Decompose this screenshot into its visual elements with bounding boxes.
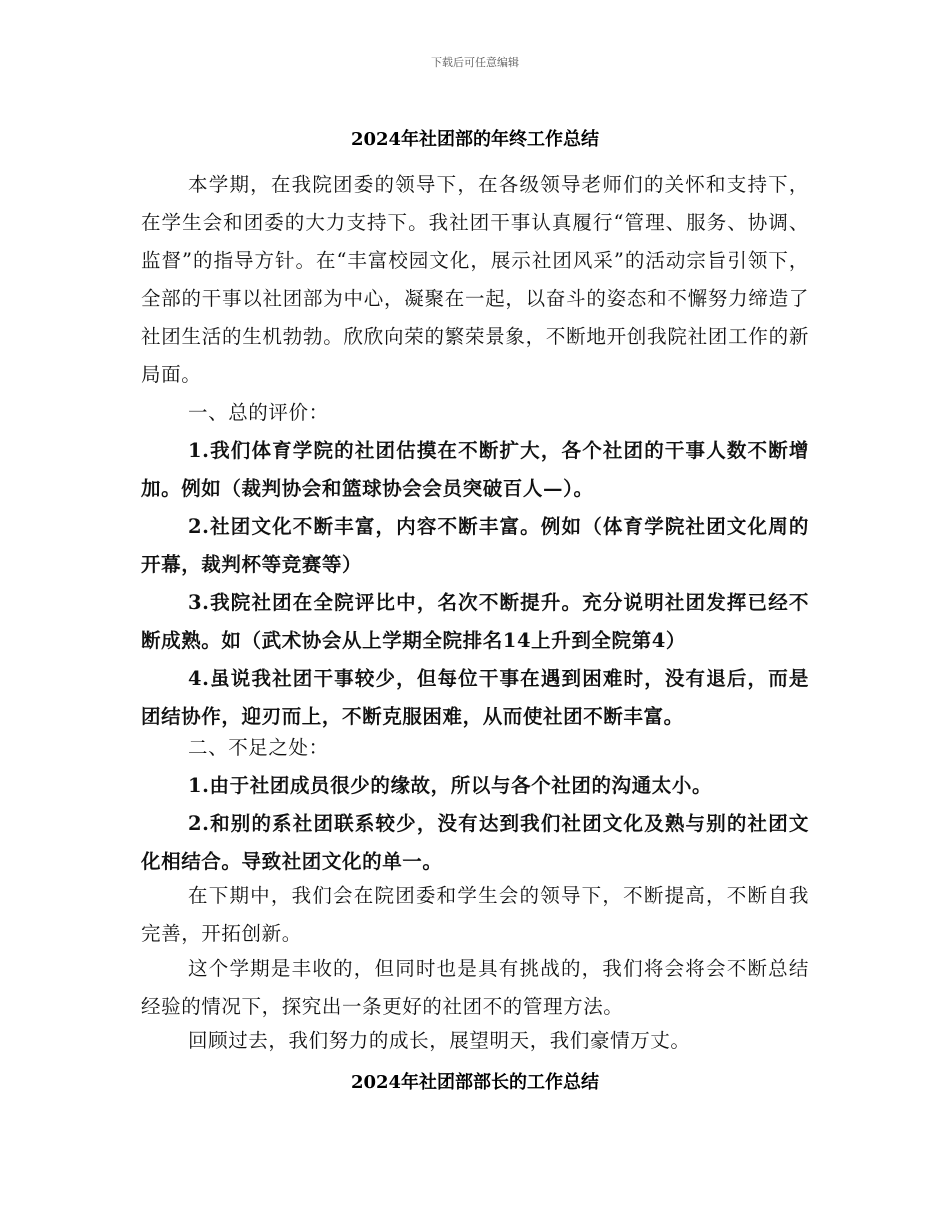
evaluation-item-2: 2.社团文化不断丰富，内容不断丰富。例如（体育学院社团文化周的开幕，裁判杯等竞赛等） <box>141 515 809 576</box>
section-heading-evaluation: 一、总的评价： <box>188 401 329 424</box>
evaluation-item-3: 3.我院社团在全院评比中，名次不断提升。充分说明社团发挥已经不断成熟。如（武术协会从上学期全院排名14上升到全院第4） <box>141 591 809 652</box>
shortcoming-item-1: 1.由于社团成员很少的缘故，所以与各个社团的沟通太小。 <box>188 774 713 797</box>
closing-paragraph-1: 在下期中，我们会在院团委和学生会的领导下，不断提高，不断自我完善，开拓创新。 <box>141 884 809 945</box>
evaluation-item-4: 4.虽说我社团干事较少，但每位干事在遇到困难时，没有退后，而是团结协作，迎刃而上，不断克服困难，从而使社团不断丰富。 <box>141 667 809 728</box>
intro-paragraph: 本学期，在我院团委的领导下，在各级领导老师们的关怀和支持下，在学生会和团委的大力支持下。我社团干事认真履行“管理、服务、协调、监督”的指导方针。在“丰富校园文化，展示社团风采”的活动宗旨引领下，全部的干事以社团部为中心，凝聚在一起，以奋斗的姿态和不懈努力缔造了社团生活的生机勃勃。欣欣向荣的繁荣景象，不断地开创我院社团工作的新局面。 <box>141 173 809 386</box>
page-header: 下载后可任意编辑 <box>431 56 519 69</box>
closing-paragraph-3: 回顾过去，我们努力的成长，展望明天，我们豪情万丈。 <box>188 1029 691 1052</box>
next-document-title: 2024年社团部部长的工作总结 <box>350 1072 600 1093</box>
shortcoming-item-2: 2.和别的系社团联系较少，没有达到我们社团文化及熟与别的社团文化相结合。导致社团文化的单一。 <box>141 812 809 873</box>
document-title: 2024年社团部的年终工作总结 <box>350 129 600 150</box>
evaluation-item-1: 1.我们体育学院的社团估摸在不断扩大，各个社团的干事人数不断增加。例如（裁判协会和篮球协会会员突破百人—）。 <box>141 439 809 500</box>
section-heading-shortcomings: 二、不足之处： <box>188 736 329 759</box>
closing-paragraph-2: 这个学期是丰收的，但同时也是具有挑战的，我们将会将会不断总结经验的情况下，探究出一条更好的社团不的管理方法。 <box>141 957 809 1018</box>
